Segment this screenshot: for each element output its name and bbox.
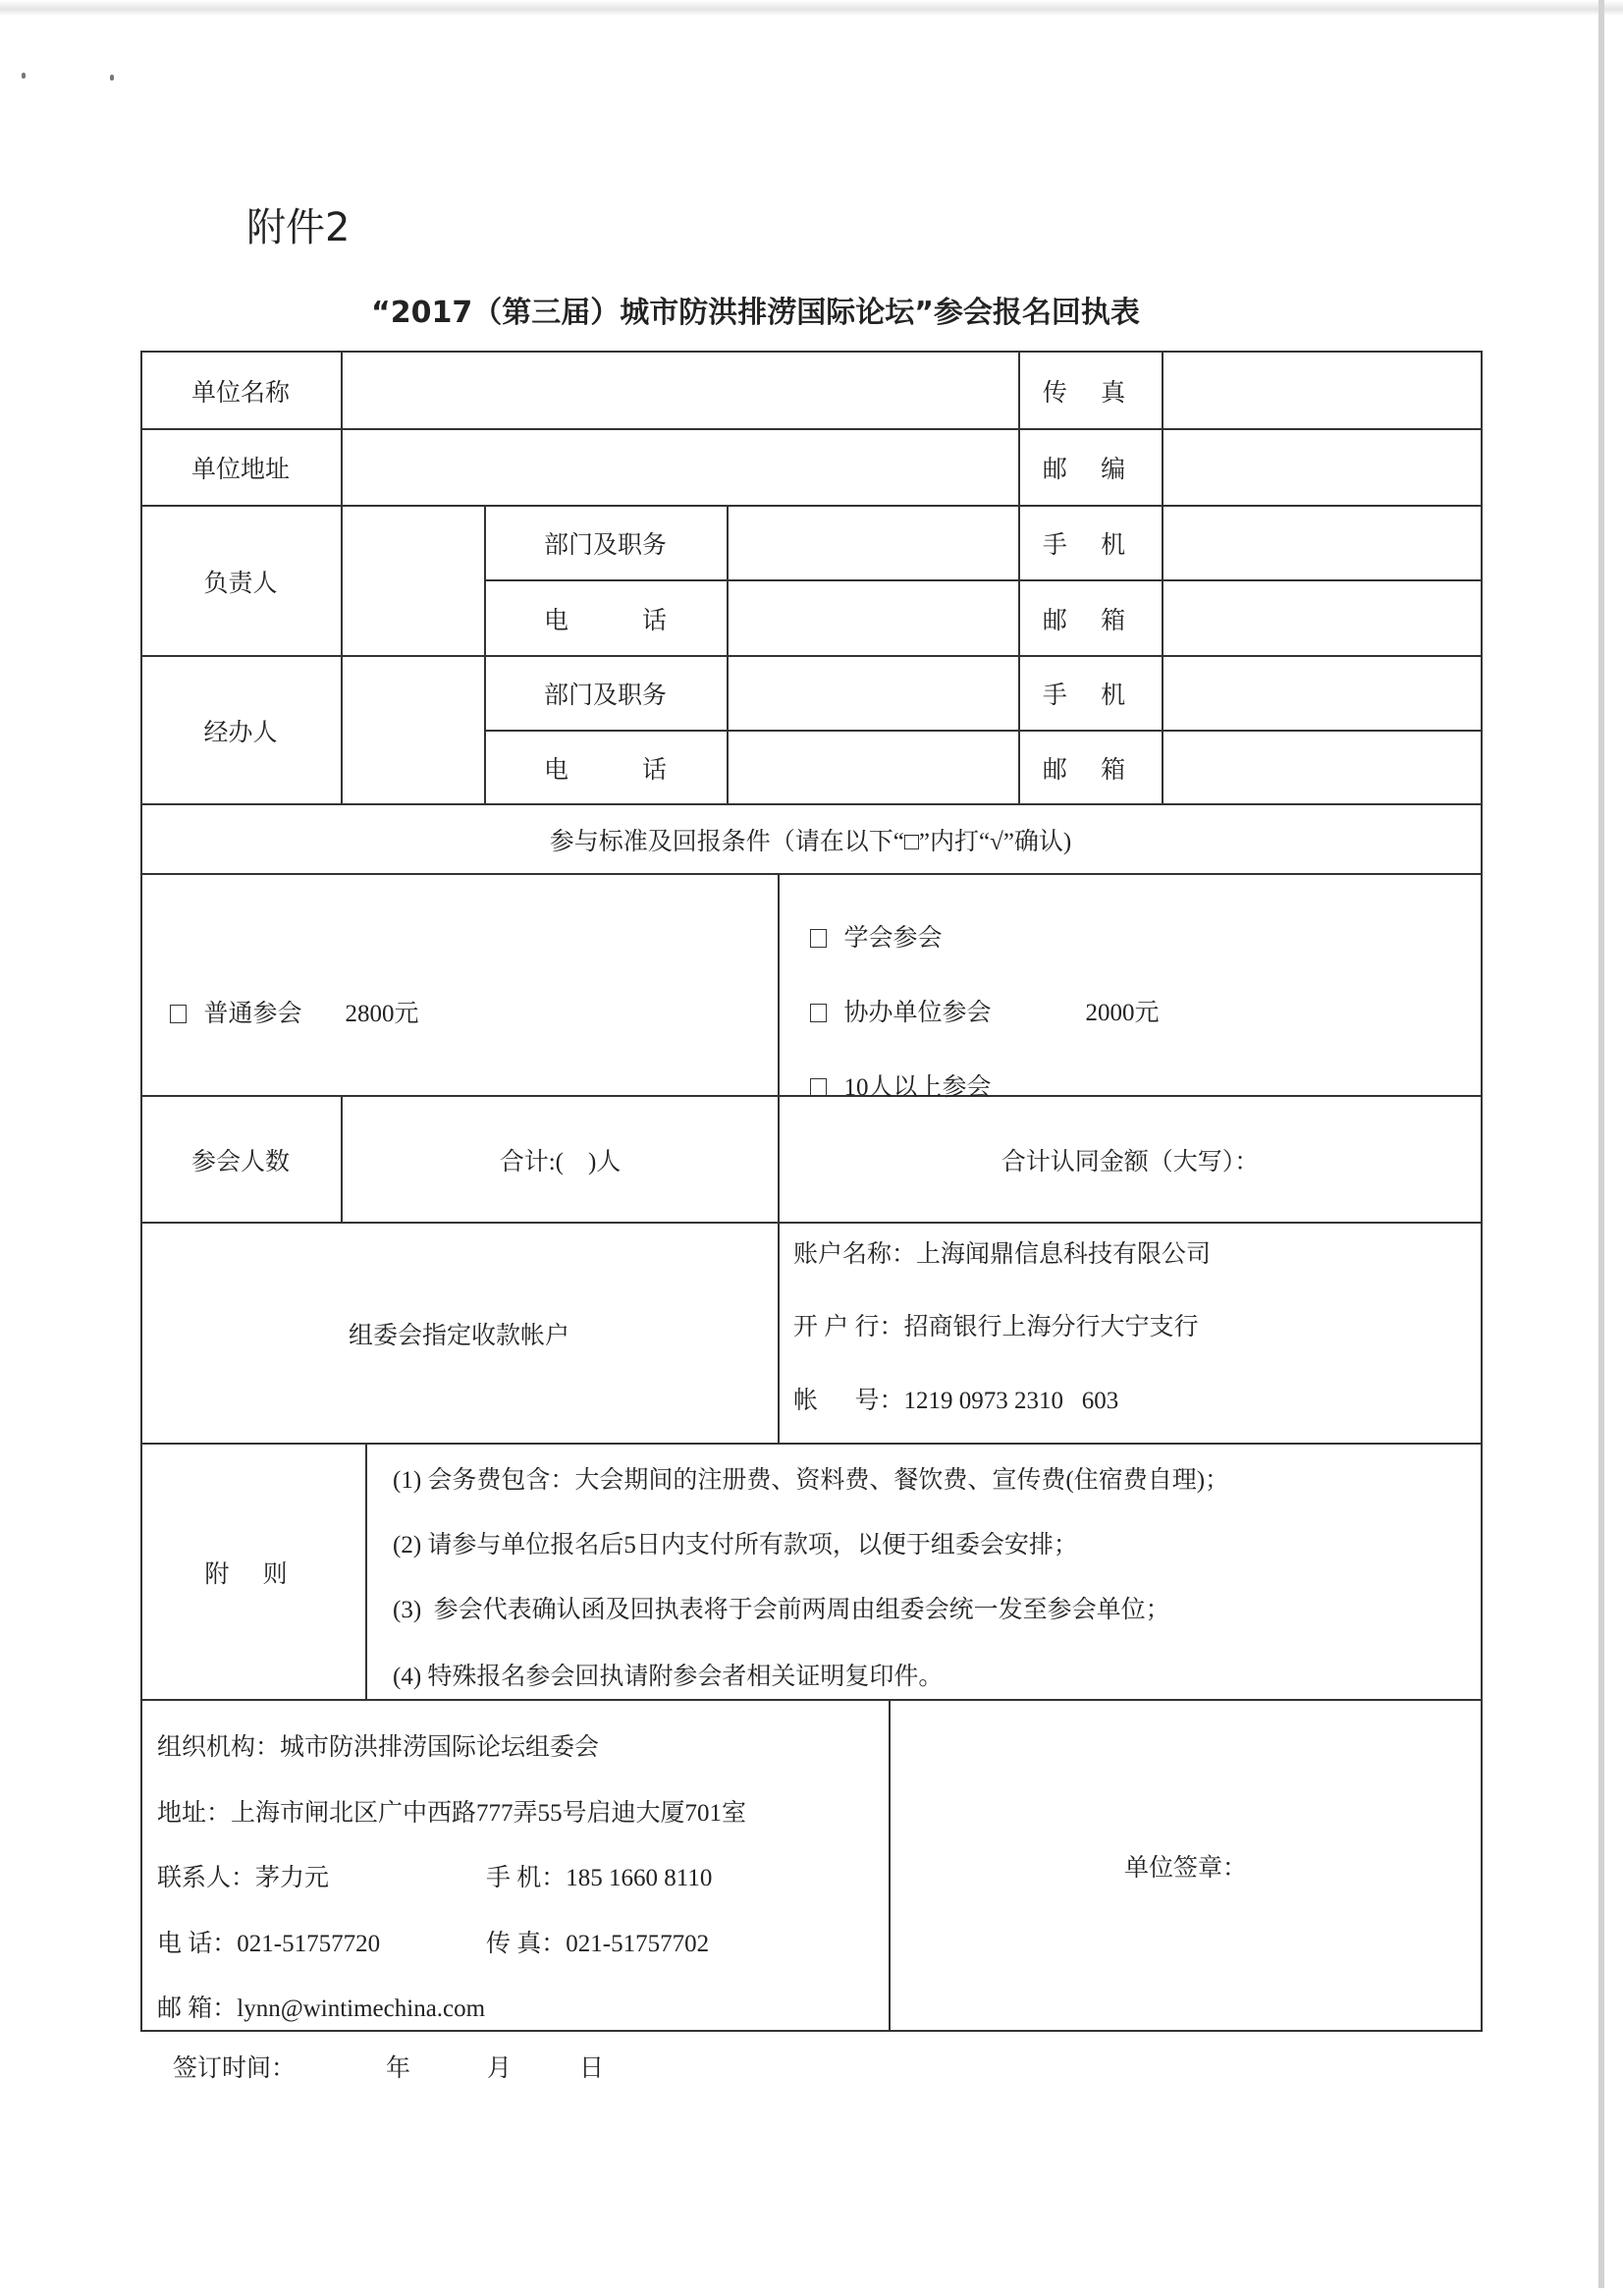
- scan-right-edge: [1598, 0, 1604, 2288]
- option-label: 协办单位参会: [843, 1000, 992, 1026]
- organizer-address: 地址：上海市闸北区广中西路777弄55号启迪大厦701室: [157, 1800, 747, 1827]
- account-bank-line: 开 户 行：招商银行上海分行大宁支行: [793, 1314, 1199, 1340]
- rule-item: (3) 参会代表确认函及回执表将于会前两周由组委会统一发至参会单位；: [393, 1597, 1170, 1623]
- scan-speck: [110, 75, 114, 81]
- email-label: 邮 箱: [1042, 756, 1140, 784]
- option-price: 2000元: [1085, 1000, 1160, 1026]
- attendance-total-field[interactable]: 合计:( )人: [499, 1148, 622, 1175]
- unit-address-label: 单位地址: [190, 457, 290, 483]
- phone-field[interactable]: [729, 733, 1016, 802]
- sign-date-label: 签订时间：: [173, 2055, 297, 2082]
- dept-field[interactable]: [729, 658, 1016, 729]
- postcode-field[interactable]: [1163, 431, 1479, 504]
- email-label: 邮 箱: [1042, 607, 1140, 634]
- unit-seal-field[interactable]: 单位签章：: [1123, 1854, 1247, 1882]
- email-field[interactable]: [1163, 733, 1479, 802]
- rule-item: (1) 会务费包含：大会期间的注册费、资料费、餐饮费、宣传费(住宿费自理)；: [393, 1467, 1230, 1494]
- mobile-field[interactable]: [1163, 508, 1479, 578]
- rule-item: (4) 特殊报名参会回执请附参会者相关证明复印件。: [393, 1664, 944, 1690]
- sign-date-year[interactable]: 年: [386, 2055, 411, 2082]
- organizer-org: 组织机构：城市防洪排涝国际论坛组委会: [157, 1734, 600, 1761]
- fax-label: 传 真: [1042, 379, 1140, 407]
- person-name-field[interactable]: [343, 508, 482, 654]
- option-label: 普通参会: [203, 1001, 302, 1027]
- phone-field[interactable]: [729, 582, 1016, 654]
- phone-label: 电 话: [543, 607, 667, 634]
- account-label: 组委会指定收款帐户: [348, 1322, 569, 1349]
- form-title: “2017（第三届）城市防洪排涝国际论坛”参会报名回执表: [371, 296, 1140, 330]
- scan-top-edge: [0, 0, 1623, 16]
- option-label: 10人以上参会: [843, 1074, 992, 1101]
- phone-label: 电 话: [543, 756, 667, 784]
- account-name-line: 账户名称：上海闻鼎信息科技有限公司: [793, 1241, 1212, 1268]
- dept-label: 部门及职务: [543, 532, 667, 559]
- attendance-count-label: 参会人数: [190, 1148, 290, 1175]
- attachment-label: 附件2: [246, 205, 351, 250]
- organizer-contact: 联系人：茅力元: [157, 1865, 330, 1891]
- scan-speck: [22, 73, 26, 79]
- option-label: 学会参会: [843, 925, 943, 952]
- participation-header: 参与标准及回报条件（请在以下“□”内打“√”确认): [549, 828, 1072, 855]
- person-role-label: 经办人: [203, 719, 278, 746]
- option-group-10plus[interactable]: [797, 1044, 992, 1103]
- person-role-label: 负责人: [203, 570, 278, 597]
- checkbox-icon[interactable]: [810, 1078, 827, 1097]
- amount-total-field[interactable]: 合计认同金额（大写）：: [1001, 1148, 1260, 1175]
- checkbox-icon[interactable]: [170, 1005, 187, 1023]
- option-price: 2800元: [345, 1001, 419, 1027]
- sign-date-month[interactable]: 月: [487, 2055, 513, 2082]
- sign-date-day[interactable]: 日: [579, 2055, 605, 2082]
- unit-address-field[interactable]: [343, 431, 1016, 504]
- checkbox-icon[interactable]: [810, 929, 827, 948]
- email-field[interactable]: [1163, 582, 1479, 654]
- unit-name-field[interactable]: [343, 354, 1016, 427]
- option-regular[interactable]: [157, 970, 419, 1029]
- person-name-field[interactable]: [343, 658, 482, 802]
- dept-field[interactable]: [729, 508, 1016, 578]
- option-society[interactable]: [797, 895, 943, 954]
- checkbox-icon[interactable]: [810, 1004, 827, 1022]
- table-line: [365, 1443, 367, 1700]
- organizer-fax: 传 真：021-51757702: [486, 1931, 710, 1957]
- organizer-email[interactable]: 邮 箱：lynn@wintimechina.com: [157, 1995, 486, 2022]
- mobile-label: 手 机: [1042, 683, 1140, 709]
- organizer-phone: 电 话：021-51757720: [157, 1931, 381, 1957]
- option-co-organizer[interactable]: [797, 969, 1160, 1028]
- organizer-mobile: 手 机：185 1660 8110: [486, 1865, 713, 1891]
- rule-item: (2) 请参与单位报名后5日内支付所有款项，以便于组委会安排；: [393, 1532, 1078, 1558]
- table-line: [1481, 351, 1483, 2032]
- postcode-label: 邮 编: [1042, 457, 1140, 483]
- mobile-field[interactable]: [1163, 658, 1479, 729]
- mobile-label: 手 机: [1042, 532, 1140, 559]
- dept-label: 部门及职务: [543, 683, 667, 709]
- account-number-line: 帐 号：1219 0973 2310 603: [793, 1388, 1119, 1414]
- fax-field[interactable]: [1163, 354, 1479, 427]
- unit-name-label: 单位名称: [190, 379, 290, 407]
- rules-label: 附 则: [204, 1560, 301, 1588]
